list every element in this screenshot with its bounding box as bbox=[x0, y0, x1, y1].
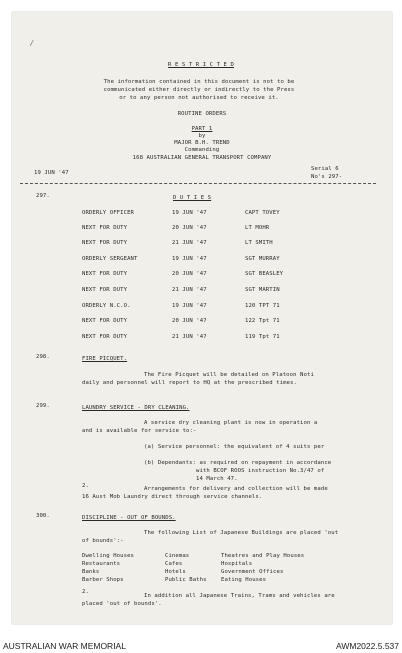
duty-name: CAPT TOVEY bbox=[245, 210, 280, 216]
duty-date: 20 JUN '47 bbox=[172, 318, 207, 324]
laundry-line-2: and is available for service to:- bbox=[82, 428, 197, 434]
section-number-297: 297. bbox=[36, 193, 50, 199]
fire-picquet-line-2: daily and personnel will report to HQ at the prescribed times. bbox=[82, 380, 297, 386]
footer-institution: AUSTRALIAN WAR MEMORIAL bbox=[3, 641, 126, 651]
notice-line-2: communicated either directly or indirectly to the Press bbox=[103, 87, 295, 93]
laundry-item-b-2: with BCOF ROOS instruction No.3/47 of bbox=[196, 468, 325, 474]
footer-accession-number: AWM2022.5.537 bbox=[336, 641, 399, 651]
list-item: Government Offices bbox=[221, 569, 284, 575]
duty-name: SGT MURRAY bbox=[245, 256, 280, 262]
duty-date: 21 JUN '47 bbox=[172, 334, 207, 340]
duty-role: ORDERLY N.C.O. bbox=[82, 303, 131, 309]
list-item: Theatres and Play Houses bbox=[221, 553, 305, 559]
notice-line-3: or to any person not authorised to receive it. bbox=[119, 95, 279, 101]
discipline-heading: DISCIPLINE - OUT OF BOUNDS. bbox=[82, 515, 176, 521]
duty-role: ORDERLY SERGEANT bbox=[82, 256, 138, 262]
duty-date: 21 JUN '47 bbox=[172, 240, 207, 246]
section-number-299: 299. bbox=[36, 403, 50, 409]
duty-date: 19 JUN '47 bbox=[172, 303, 207, 309]
order-numbers: No's 297- bbox=[311, 174, 343, 180]
duty-role: ORDERLY OFFICER bbox=[82, 210, 135, 216]
duty-name: LT MOHR bbox=[245, 225, 270, 231]
duty-name: 120 TPT 71 bbox=[245, 303, 280, 309]
unit-name: 168 AUSTRALIAN GENERAL TRANSPORT COMPANY bbox=[132, 155, 272, 161]
laundry-para2-line-2: 16 Aust Mob Laundry direct through service channels. bbox=[82, 494, 263, 500]
list-item: Dwelling Houses bbox=[82, 553, 135, 559]
duty-name: LT SMITH bbox=[245, 240, 273, 246]
fire-picquet-line-1: The Fire Picquet will be detailed on Platoon Noti bbox=[144, 372, 314, 378]
archive-footer bbox=[0, 637, 402, 653]
duty-date: 19 JUN '47 bbox=[172, 256, 207, 262]
section-number-298: 298. bbox=[36, 354, 50, 360]
by-label: by bbox=[198, 133, 206, 139]
document-title: ROUTINE ORDERS bbox=[177, 111, 227, 117]
list-item: Cafes bbox=[165, 561, 183, 567]
serial-number: Serial 6 bbox=[311, 166, 339, 172]
fold-mark-icon: ⁄ bbox=[29, 39, 35, 49]
notice-line-1: The information contained in this document is not to be bbox=[103, 79, 295, 85]
duties-heading: D U T I E S bbox=[173, 195, 212, 201]
laundry-item-a: (a) Service personnel: the equivalent of 4 suits per bbox=[144, 444, 325, 450]
list-item: Eating Houses bbox=[221, 577, 267, 583]
duty-date: 19 JUN '47 bbox=[172, 210, 207, 216]
header-divider bbox=[20, 183, 376, 184]
part-label: PART 1 bbox=[191, 126, 213, 132]
laundry-item-b-1: (b) Dependants: as required on repayment in accordance bbox=[144, 460, 332, 466]
discipline-intro: The following List of Japanese Buildings are placed 'out bbox=[144, 530, 339, 536]
duty-date: 20 JUN '47 bbox=[172, 271, 207, 277]
list-item: Restaurants bbox=[82, 561, 121, 567]
duty-name: 119 Tpt 71 bbox=[245, 334, 280, 340]
laundry-item-b-3: 14 March 47. bbox=[196, 476, 238, 482]
duty-name: SGT BEASLEY bbox=[245, 271, 284, 277]
list-item: Cinemas bbox=[165, 553, 190, 559]
laundry-para2-line-1: Arrangements for delivery and collection will be made bbox=[144, 486, 328, 492]
duty-role: NEXT FOR DUTY bbox=[82, 271, 128, 277]
duty-role: NEXT FOR DUTY bbox=[82, 225, 128, 231]
list-item: Public Baths bbox=[165, 577, 207, 583]
duty-role: NEXT FOR DUTY bbox=[82, 287, 128, 293]
duty-name: SGT MARTIN bbox=[245, 287, 280, 293]
duty-name: 122 Tpt 71 bbox=[245, 318, 280, 324]
discipline-para2-number: 2. bbox=[82, 589, 89, 595]
duty-date: 21 JUN '47 bbox=[172, 287, 207, 293]
duty-role: NEXT FOR DUTY bbox=[82, 334, 128, 340]
list-item: Banks bbox=[82, 569, 100, 575]
laundry-heading: LAUNDRY SERVICE - DRY CLEANING. bbox=[82, 405, 190, 411]
discipline-para2-line-2: placed 'out of bounds'. bbox=[82, 601, 162, 607]
laundry-para2-number: 2. bbox=[82, 483, 89, 489]
duty-role: NEXT FOR DUTY bbox=[82, 240, 128, 246]
officer-name: MAJOR B.H. TREND bbox=[174, 140, 230, 146]
duty-date: 20 JUN '47 bbox=[172, 225, 207, 231]
order-date: 19 JUN '47 bbox=[34, 170, 69, 176]
discipline-intro-2: of bounds':- bbox=[82, 538, 124, 544]
list-item: Hotels bbox=[165, 569, 186, 575]
classification-heading: R E S T R I C T E D bbox=[168, 62, 234, 68]
laundry-line-1: A service dry cleaning plant is now in operation a bbox=[144, 420, 318, 426]
commanding-label: Commanding bbox=[184, 147, 220, 153]
section-number-300: 300. bbox=[36, 513, 50, 519]
list-item: Barber Shops bbox=[82, 577, 124, 583]
discipline-para2-line-1: In addition all Japanese Trains, Trams and vehicles are bbox=[144, 593, 335, 599]
duty-role: NEXT FOR DUTY bbox=[82, 318, 128, 324]
list-item: Hospitals bbox=[221, 561, 253, 567]
fire-picquet-heading: FIRE PICQUET. bbox=[82, 356, 128, 362]
